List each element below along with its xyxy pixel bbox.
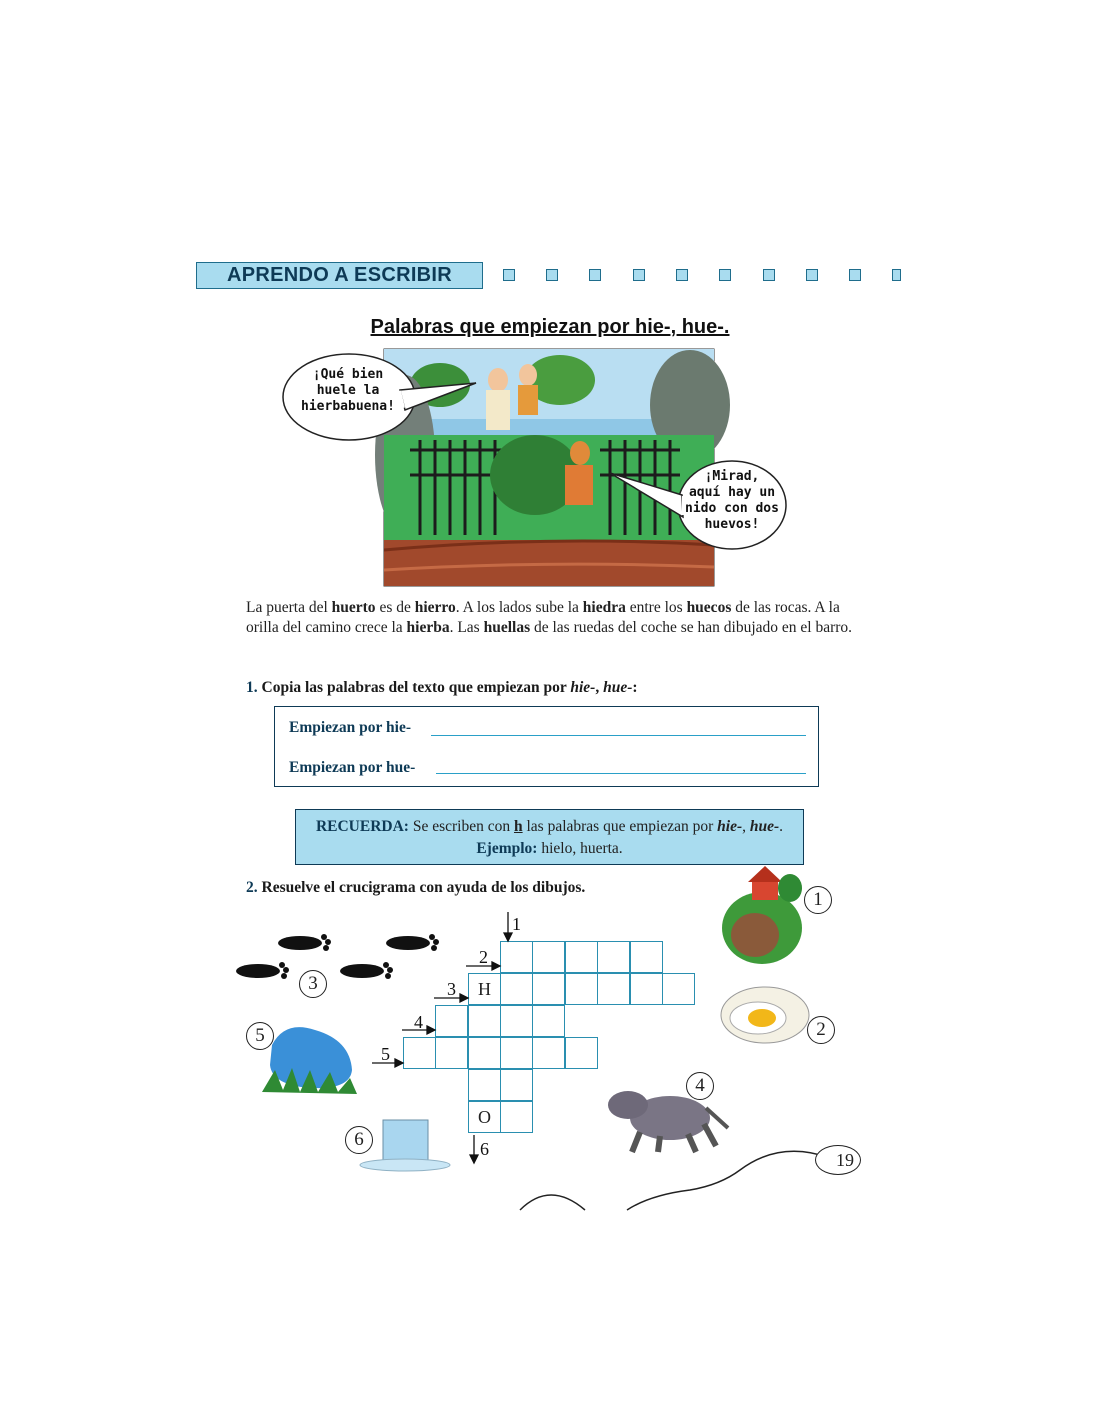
picture-number: 1: [804, 886, 832, 914]
bubble-right-line: ¡Mirad,: [704, 469, 760, 484]
clue-number: 5: [381, 1044, 390, 1064]
bubble-right-line: huevos!: [704, 517, 760, 532]
recuerda-line-2: Ejemplo: hielo, huerta.: [476, 840, 623, 857]
crossword-cell[interactable]: H: [468, 973, 501, 1005]
exercise-1-prompt: 1. Copia las palabras del texto que empiezan por hie-, hue-:: [246, 679, 638, 696]
exercise-2-prompt: 2. Resuelve el crucigrama con ayuda de los dibujos.: [246, 879, 586, 896]
bubble-left-line: huele la: [316, 383, 380, 398]
page-number: 19: [836, 1149, 854, 1170]
crossword-cell[interactable]: O: [468, 1101, 501, 1133]
banner-title: APRENDO A ESCRIBIR: [226, 264, 453, 286]
clue-number: 6: [480, 1139, 489, 1159]
clue-number: 2: [479, 947, 488, 967]
bubble-right-line: nido con dos: [685, 501, 779, 516]
grass-puddle-icon: [262, 1027, 357, 1094]
picture-number: 2: [807, 1016, 835, 1044]
clue-number: 3: [447, 979, 456, 999]
picture-number: 3: [299, 970, 327, 998]
mouse-cable: [520, 1151, 830, 1210]
picture-number: 6: [345, 1126, 373, 1154]
recuerda-line-1: RECUERDA: Se escriben con h las palabras que empiezan por hie-, hue-.: [315, 818, 784, 835]
clue-number: 4: [414, 1012, 423, 1032]
picture-number: 5: [246, 1022, 274, 1050]
hyena-icon: [608, 1091, 728, 1152]
egg-icon: [721, 987, 809, 1043]
reading-paragraph: La puerta del huerto es de hierro. A los lados sube la hiedra entre los huecos de las rocas. A la orilla del camino crece la hierba. Las huellas de las ruedas del coche se han dibujado en el barro.: [246, 599, 853, 636]
bubble-left-line: ¡Qué bien: [312, 367, 384, 382]
row-label-hue: Empiezan por hue-: [289, 759, 416, 776]
page-number-mouse: [815, 1145, 861, 1175]
picture-number: 4: [686, 1072, 714, 1100]
row-label-hie: Empiezan por hie-: [289, 719, 411, 736]
clue-number: 1: [512, 914, 521, 934]
bubble-left-line: hierbabuena!: [301, 399, 395, 414]
bubble-right-line: aquí hay un: [688, 485, 776, 500]
ice-block-icon: [360, 1120, 450, 1171]
garden-icon: [722, 866, 802, 964]
footprints-icon: [236, 934, 439, 979]
page-title: Palabras que empiezan por hie-, hue-.: [370, 316, 730, 338]
